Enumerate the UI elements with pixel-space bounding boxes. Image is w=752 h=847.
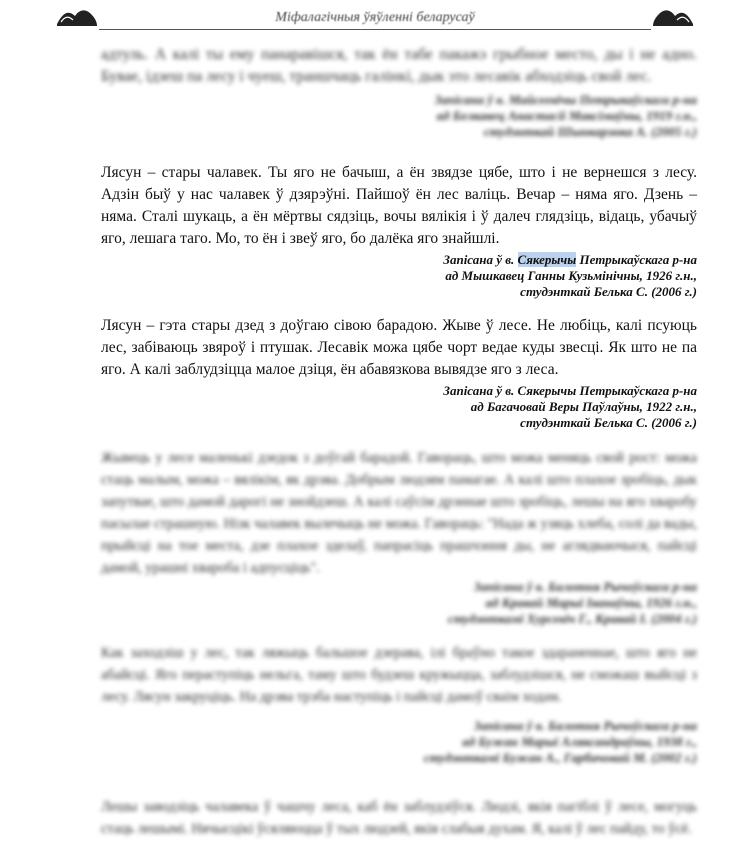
source-line: студэнткай Шынкарэнка А. (2005 г.) — [483, 124, 697, 139]
source-line: ад Белкавец Анастасіі Максімаўны, 1919 г.н., — [436, 108, 697, 123]
source-line: студэнткай Белька С. (2006 г.) — [520, 415, 697, 430]
paragraph: Как заходзіш у лес, так ляжыць бальшое дзерава, ілі браўно такое здараненнае, што яго не абайсці. Яго пераступіць нельга, таму што будзеш кружыцца, заблудзішся, не сможаш выйсці з лесу. Лясун закруціць. На дрэва трэба наступіць і пайсці дамоў сваім ходам. — [101, 645, 697, 705]
entry-1 — [101, 162, 697, 300]
header-rule — [99, 29, 651, 30]
decorative-ornament-icon — [651, 6, 695, 28]
source-line: студэнткамі Бужан А., Гарбачовай М. (2002 г.) — [423, 750, 697, 765]
header-title: Міфалагічныя ўяўленні беларусаў — [275, 10, 475, 25]
entry-2 — [101, 315, 697, 431]
source-line: ад Бужан Марыі Аляксандраўны, 1938 г., — [462, 734, 697, 749]
source-line: ад Мышкавец Ганны Кузьмінічны, 1926 г.н., — [445, 268, 697, 283]
source-line: ад Кравай Марыі Іванаўны, 1926 г.н., — [485, 595, 697, 610]
source-line: студэнткай Белька С. (2006 г.) — [520, 284, 697, 299]
paragraph: адтуль. А калі ты ему панаравішся, так ён табе пакажэ грыбное место, ды і не адно. Бувае, ідзеш па лесу і чуеш, траншчаць галінкі, дык это лесавік абходзіць свой лес. — [101, 46, 697, 85]
paragraph: Лясун – гэта стары дзед з доўгаю сівою барадою. Жыве ў лесе. Не любіць, калі псуюць лес, забіваюць звяроў і птушак. Лесавік можа цябе чорт ведае куды звесці. Як што не па яго. А калі заблудзіцца малое дзіця, ён абавязкова вывядзе яго з леса. — [101, 317, 697, 378]
source-line: Запісана ў в. Майсеевічы Петрыкаўскага р-на — [434, 92, 697, 107]
highlighted-text[interactable]: Сякерычы — [517, 252, 577, 267]
source-line: Запісана ў в. Балотня Рычоўскага р-на — [473, 718, 697, 733]
source-line: ад Багачовай Веры Паўлаўны, 1922 г.н., — [470, 399, 697, 414]
source-line: Запісана ў в. Сякерычы Петрыкаўскага р-на — [443, 383, 697, 398]
paragraph: Жывець у лесе маленькі дзедок з доўгай барадой. Гавораць, што можа меняць свой рост: можа стаць малым, можа – вялікім, як дрэва. Добрым людзям памагае. А калі што плахое зробіць, дык запутвае, што дамой дарогі не знойдзеш. А калі саўсім дрэннае што зробіць, лешы на яго хваробу пасылае страшную. Нізк чалавек вылечыць не можа. Гавораць: "Нада ж узяць хлеба, солі да вады, прыйсці на тое места, дзе плахое зделаў, папрасіць прашчэння ды, не аглядваючыся, пайсці дамой, урашні хвароба і адпусціць". — [101, 450, 697, 576]
source-line: Запісана ў в. Балотня Рычоўскага р-на — [473, 579, 697, 594]
source-suffix: Петрыкаўскага р-на — [576, 252, 697, 267]
entry-3 — [101, 447, 697, 627]
source-prefix: Запісана ў в. — [443, 252, 518, 267]
running-header — [55, 6, 695, 30]
top-fragment — [101, 44, 697, 140]
entry-4 — [101, 642, 697, 766]
entry-5 — [101, 796, 697, 840]
paragraph: Лешы заводзіць чалавека ў чашчу леса, каб ён заблудзіўся. Людзі, якія пагіблі ў лесе, могуць стаць лешымі. Нячысцікі ўсяляюцца ў тых людзей, якія слабыя духам. Я, калі ў лес пайду, то ўсё. — [101, 799, 697, 837]
source-line — [101, 252, 697, 268]
source-line: студэнткамі Хурсевіч Г., Кравай І. (2004 г.) — [448, 611, 697, 626]
paragraph: Лясун – стары чалавек. Ты яго не бачыш, а ён звядзе цябе, што і не вернешся з лесу. Адзін быў у нас чалавек ў дзярэўні. Пайшоў ён лес валіць. Вечар – няма яго. Дзень – няма. Сталі шукаць, а ён мёртвы сядзіць, вочы вялікія і ў далеч глядзіць, відаць, убачыў яго, лешага таго. Мо, то ён і звеў яго, бо далёка яго знайшлі. — [101, 164, 697, 247]
